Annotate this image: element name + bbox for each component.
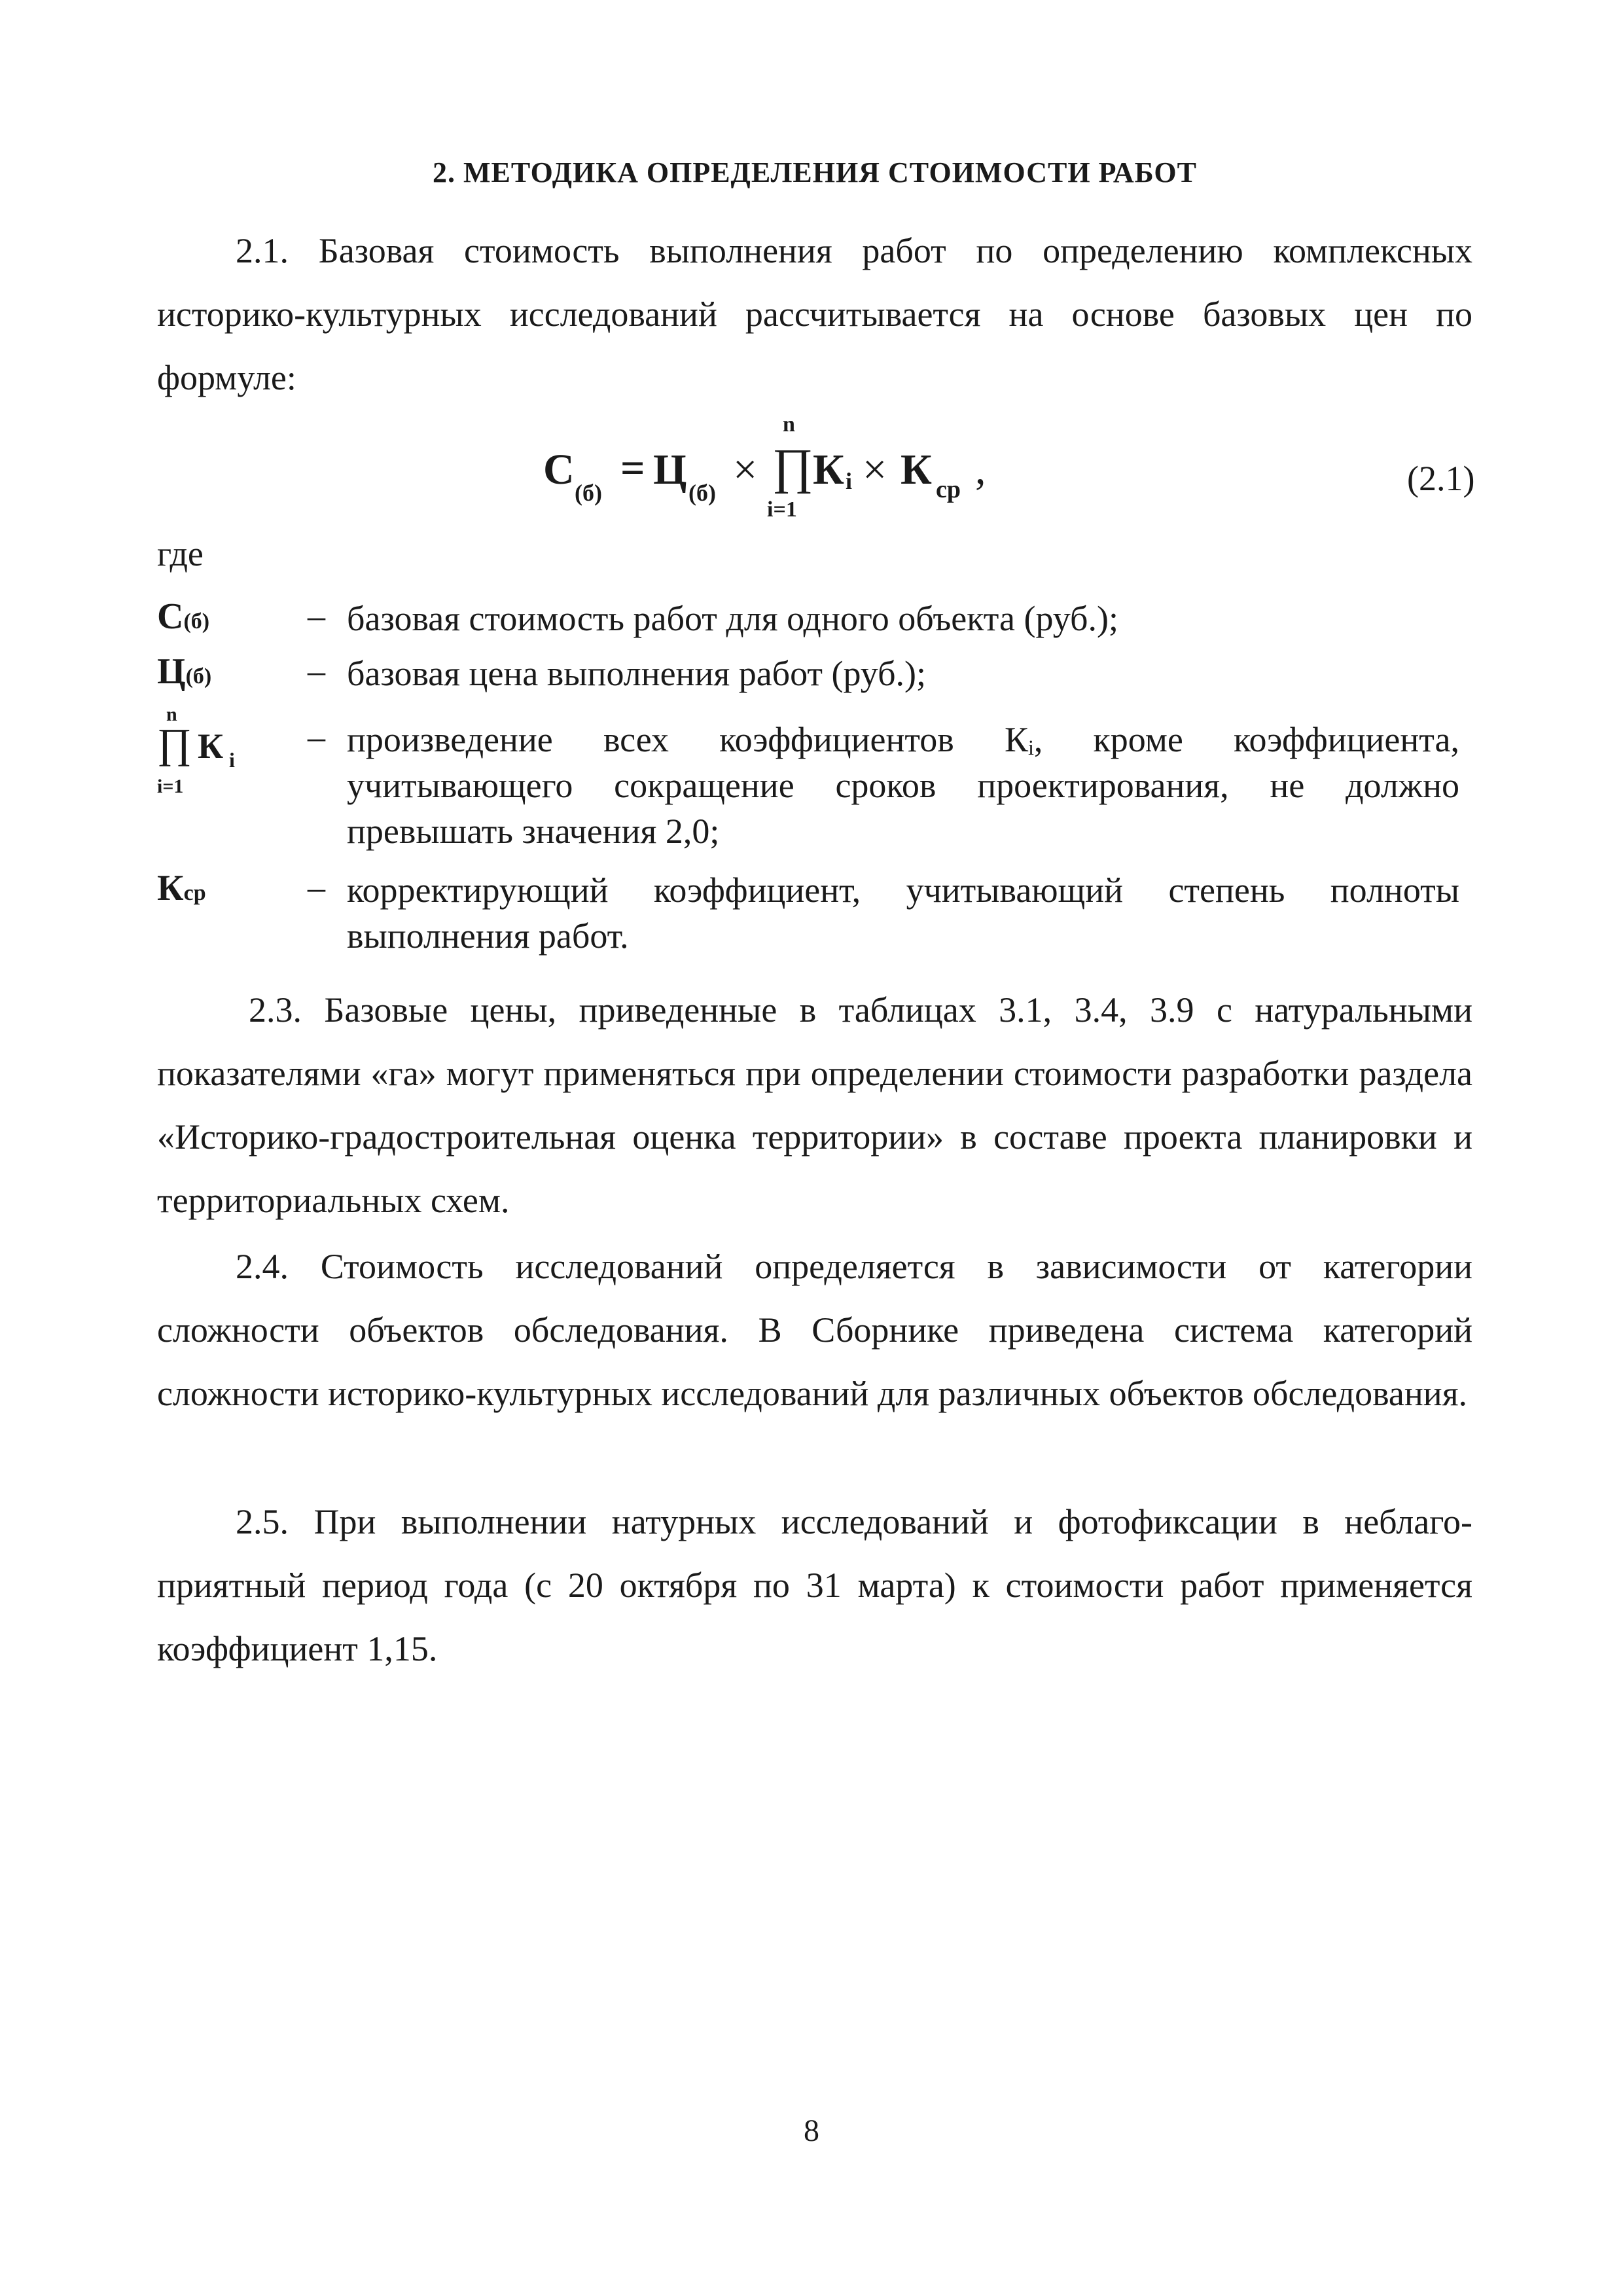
- section-heading: 2. МЕТОДИКА ОПРЕДЕЛЕНИЯ СТОИМОСТИ РАБОТ: [433, 156, 1197, 188]
- definition-dash: –: [308, 717, 325, 757]
- formula-eq: =: [620, 444, 645, 492]
- formula-k: К: [813, 446, 844, 493]
- definition-dash: –: [308, 868, 325, 907]
- definition-text-price: базовая цена выполнения работ (руб.);: [347, 654, 927, 693]
- formula-comma: ,: [975, 446, 986, 493]
- definition-symbol-cost: С(б): [157, 596, 210, 637]
- definition-text-product: произведение всех коэффициентов Кᵢ, кроме коэффициента, учитывающего сокращение сроков проектирования, не должно превышать значения 2,0;: [347, 720, 1459, 851]
- paragraph-2-5: 2.5. При выполнении натурных исследований и фотофиксации в неблаго-приятный период года (с 20 октября по 31 марта) к стоимости работ применяется коэффициент 1,15.: [157, 1502, 1472, 1668]
- formula-lhs: С: [543, 446, 575, 493]
- formula-price-sub: (б): [688, 480, 716, 506]
- where-label: где: [157, 534, 204, 573]
- page-number: 8: [804, 2113, 819, 2148]
- definition-text-cost: базовая стоимость работ для одного объекта (руб.);: [347, 599, 1119, 638]
- paragraph-2-3: 2.3. Базовые цены, приведенные в таблицах 3.1, 3.4, 3.9 с натуральными показателями «га» могут применяться при определении стоимости разработки раздела «Историко-градостроительная оценка территории» в составе проекта планировки и территориальных схем.: [157, 990, 1472, 1220]
- formula-times-1: ×: [733, 446, 758, 493]
- formula-product-upper: n: [783, 412, 795, 437]
- formula-times-2: ×: [863, 446, 887, 493]
- formula-k2-sub: ср: [936, 476, 961, 503]
- equation-number: (2.1): [1407, 459, 1475, 498]
- definition-dash: –: [308, 651, 325, 691]
- formula-k-sub: i: [846, 468, 853, 494]
- formula-price: Ц: [653, 446, 687, 493]
- definition-symbol-price: Ц(б): [157, 651, 212, 692]
- definition-symbol-correction: Кср: [157, 868, 206, 908]
- formula-k2: К: [901, 446, 932, 493]
- paragraph-2-4: 2.4. Стоимость исследований определяется в зависимости от категории сложности объектов обследования. В Сборнике приведена система категорий сложности историко-культурных исследований для различных объектов обследования.: [157, 1247, 1472, 1413]
- definition-text-correction: корректирующий коэффициент, учитывающий степень полноты выполнения работ.: [347, 870, 1459, 956]
- formula-product-symbol: ∏: [772, 439, 813, 494]
- paragraph-2-1: 2.1. Базовая стоимость выполнения работ по определению комплексных историко-культурных исследований рассчитывается на основе базовых цен по формуле:: [157, 231, 1472, 397]
- formula-2-1: [543, 412, 1001, 537]
- formula-product-lower: i=1: [767, 497, 797, 522]
- definition-dash: –: [308, 596, 325, 636]
- formula-lhs-sub: (б): [575, 480, 602, 506]
- definition-symbol-product: n ∏ К i i=1: [157, 704, 235, 797]
